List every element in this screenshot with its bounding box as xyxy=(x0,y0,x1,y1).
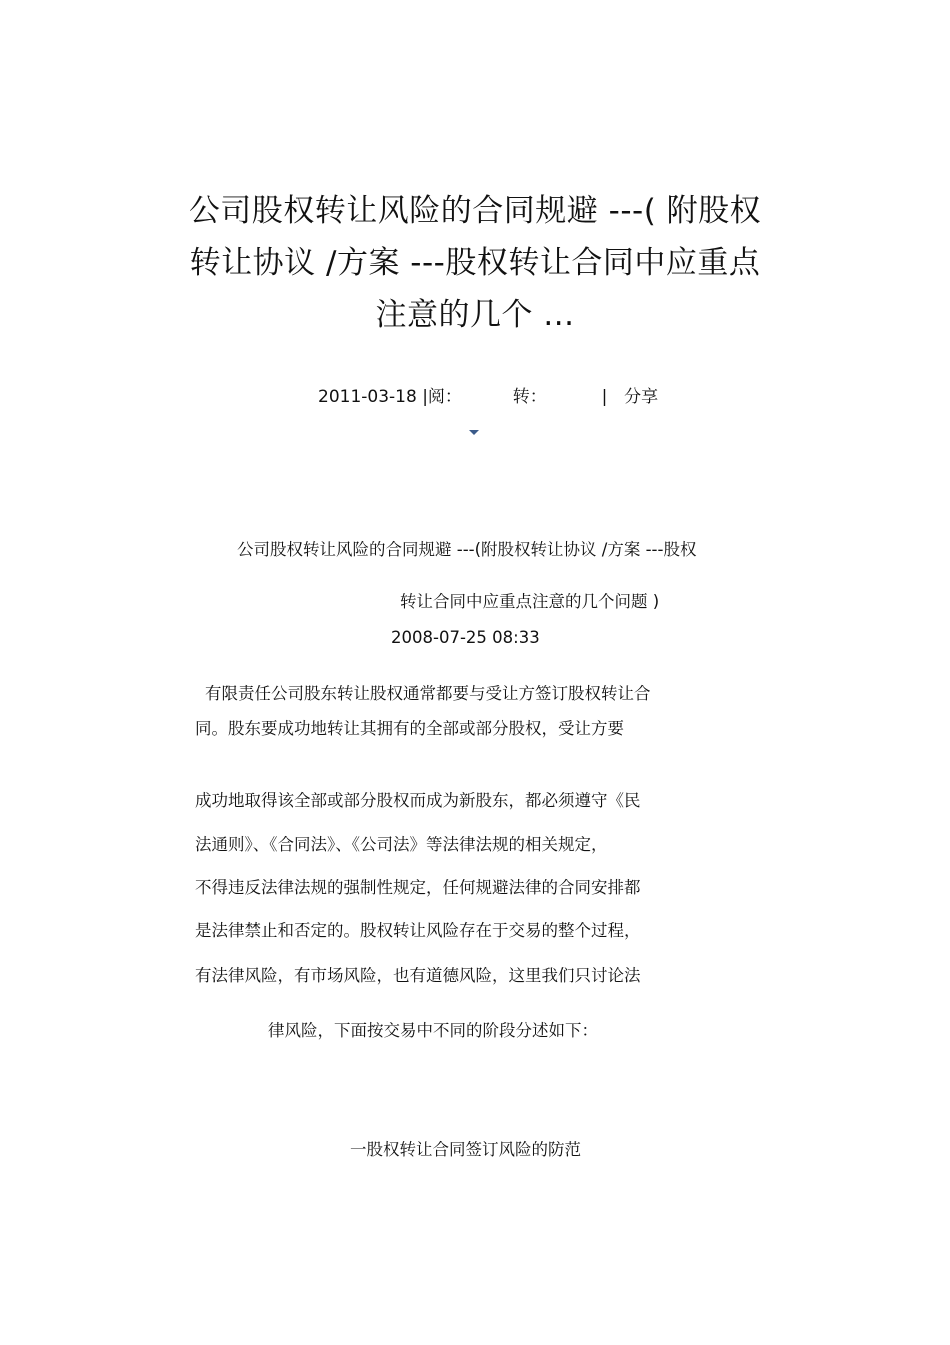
paragraph-line-3: 成功地取得该全部或部分股权而成为新股东，都必须遵守《民 xyxy=(195,791,641,810)
page-title-line-2: 转让协议 /方案 ---股权转让合同中应重点 xyxy=(189,245,761,281)
chevron-down-icon[interactable] xyxy=(469,430,479,435)
article-heading-line-2: 转让合同中应重点注意的几个问题 ) xyxy=(400,592,660,611)
paragraph-line-7: 有法律风险，有市场风险，也有道德风险，这里我们只讨论法 xyxy=(195,966,641,985)
article-timestamp: 2008-07-25 08:33 xyxy=(391,628,540,647)
read-count-label: |阅： xyxy=(422,387,462,407)
paragraph-line-1: 有限责任公司股东转让股权通常都要与受让方签订股权转让合 xyxy=(205,684,651,703)
page-title-line-3: 注意的几个 ... xyxy=(375,297,575,333)
meta-divider: | xyxy=(601,387,608,407)
repost-count-label: 转： xyxy=(512,387,547,407)
post-meta xyxy=(318,386,658,408)
paragraph-line-5: 不得违反法律法规的强制性规定，任何规避法律的合同安排都 xyxy=(195,878,641,897)
post-date: 2011-03-18 xyxy=(318,387,417,407)
article-heading-line-1: 公司股权转让风险的合同规避 ---(附股权转让协议 /方案 ---股权 xyxy=(237,540,697,559)
paragraph-line-4: 法通则》、《合同法》、《公司法》等法律法规的相关规定， xyxy=(195,835,608,854)
section-heading: 一股权转让合同签订风险的防范 xyxy=(350,1140,581,1159)
paragraph-line-8: 律风险，下面按交易中不同的阶段分述如下： xyxy=(268,1021,598,1040)
paragraph-line-2: 同。股东要成功地转让其拥有的全部或部分股权，受让方要 xyxy=(195,719,624,738)
paragraph-line-6: 是法律禁止和否定的。股权转让风险存在于交易的整个过程， xyxy=(195,921,641,940)
share-link[interactable]: 分享 xyxy=(624,387,659,407)
page-title-line-1: 公司股权转让风险的合同规避 ---( 附股权 xyxy=(188,193,762,229)
